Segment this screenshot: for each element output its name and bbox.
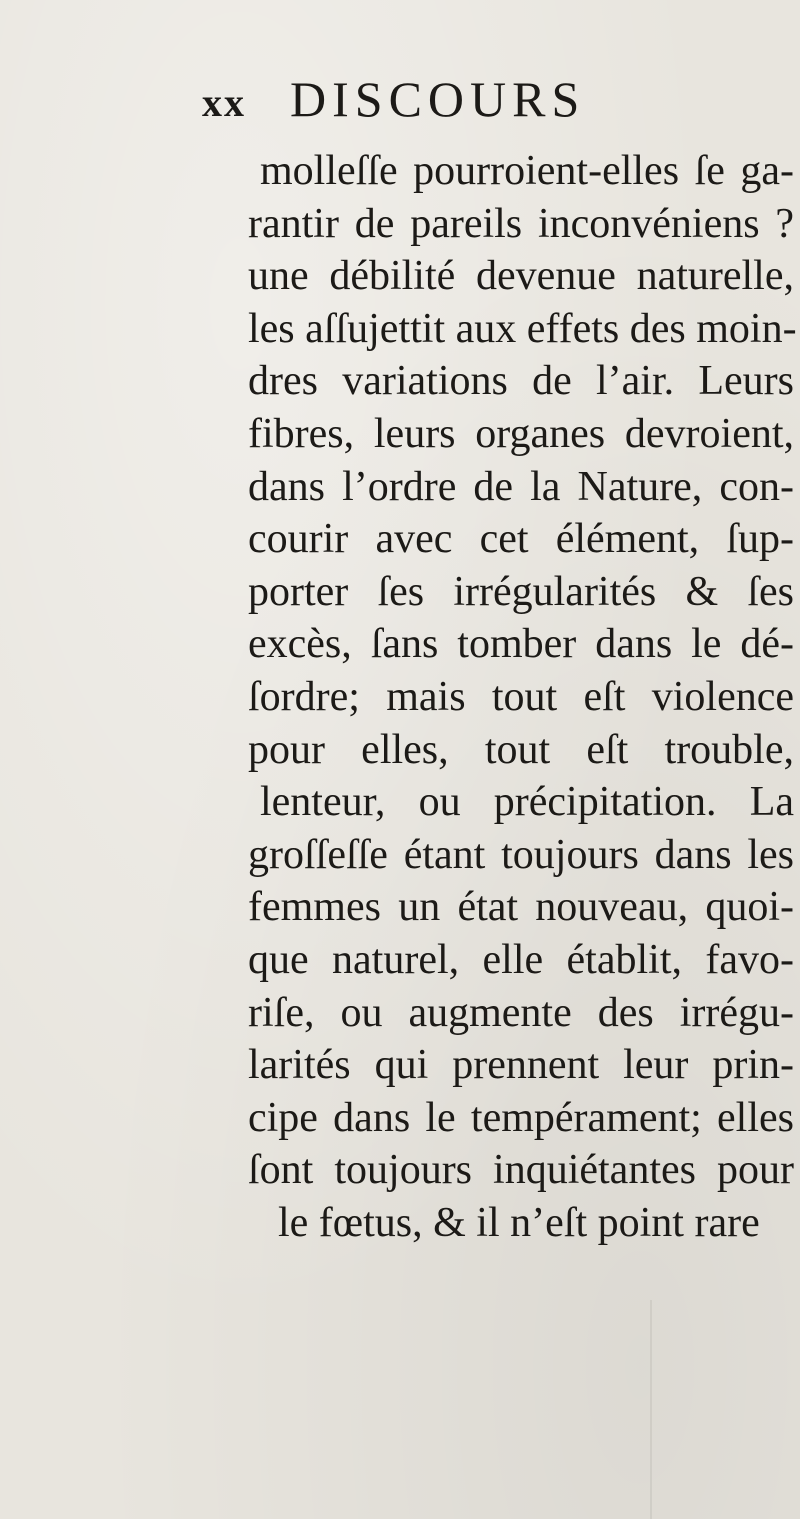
text-line: riſe, ou augmente des irrégu- bbox=[248, 989, 794, 1036]
text-line: une débilité devenue naturelle, bbox=[248, 253, 794, 300]
running-title: DISCOURS bbox=[290, 71, 586, 127]
text-line: groſſeſſe étant toujours dans les bbox=[248, 831, 794, 878]
text-line: cipe dans le tempérament; elles bbox=[248, 1094, 794, 1141]
text-line: fibres, leurs organes devroient, bbox=[248, 410, 794, 457]
text-line: porter ſes irrégularités & ſes bbox=[248, 568, 794, 615]
text-line: dans l’ordre de la Nature, con- bbox=[248, 463, 794, 510]
body-text bbox=[248, 145, 797, 1249]
text-line: courir avec cet élément, ſup- bbox=[248, 516, 794, 563]
text-line: femmes un état nouveau, quoi- bbox=[248, 884, 794, 931]
text-line: que naturel, elle établit, favo- bbox=[248, 936, 794, 983]
page-header bbox=[202, 70, 585, 130]
text-line: le fœtus, & il n’eſt point rare bbox=[278, 1199, 760, 1246]
text-line: ſordre; mais tout eſt violence bbox=[248, 673, 794, 720]
text-line: molleſſe pourroient-elles ſe ga- bbox=[260, 148, 794, 194]
text-line: rantir de pareils inconvéniens ? bbox=[248, 200, 794, 247]
page-number: xx bbox=[202, 80, 246, 125]
text-line: dres variations de l’air. Leurs bbox=[248, 358, 794, 405]
text-line: les aſſujettit aux effets des moin- bbox=[248, 305, 797, 352]
text-line: lenteur, ou précipitation. La bbox=[260, 779, 794, 826]
paper-crease bbox=[650, 1300, 652, 1519]
text-line: ſont toujours inquiétantes pour bbox=[248, 1147, 794, 1194]
text-line: larités qui prennent leur prin- bbox=[248, 1042, 794, 1089]
text-line: excès, ſans tomber dans le dé- bbox=[248, 621, 794, 668]
text-line: pour elles, tout eſt trouble, bbox=[248, 726, 794, 773]
